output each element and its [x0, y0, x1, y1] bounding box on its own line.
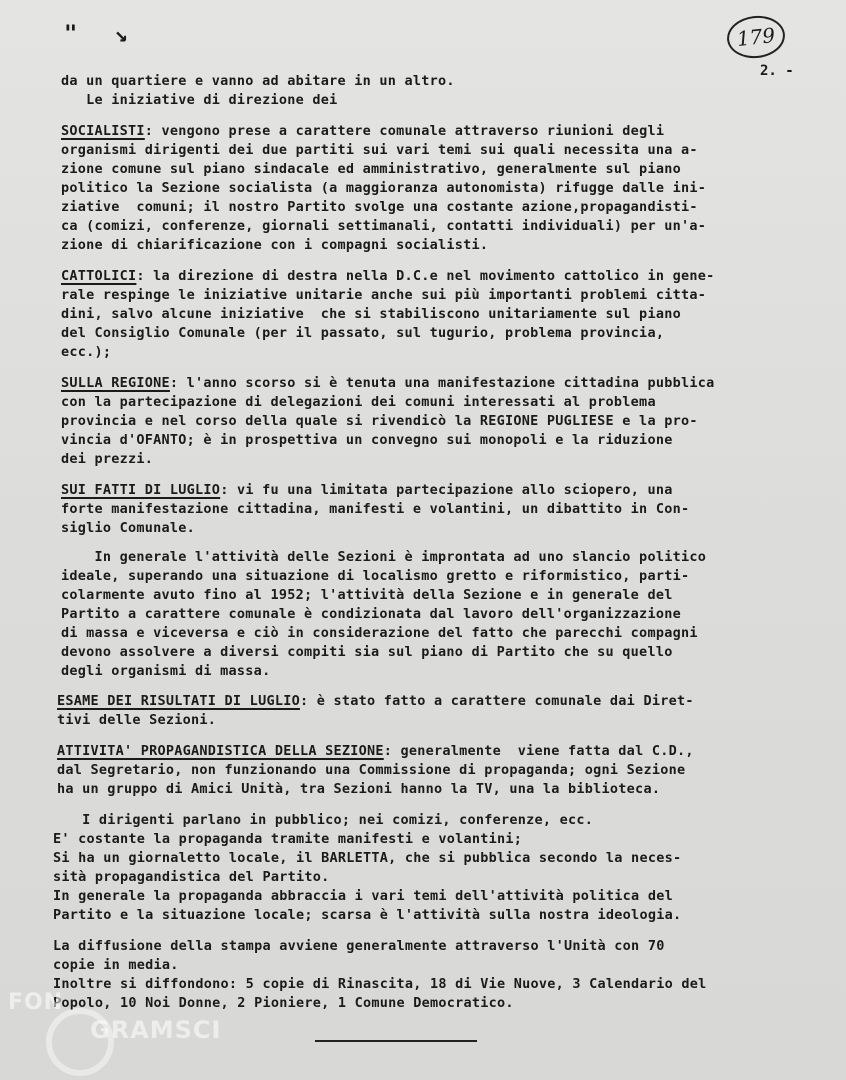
archive-watermark — [8, 990, 222, 1044]
paragraph-line: zione comune sul piano sindacale ed amministrativo, generalmente sul piano — [61, 161, 681, 177]
paragraph-line: degli organismi di massa. — [61, 663, 271, 679]
paragraph-line: tivi delle Sezioni. — [57, 712, 217, 728]
paragraph-line: ca (comizi, conferenze, giornali settimanali, contatti individuali) per un'a- — [61, 218, 707, 234]
paragraph-line: forte manifestazione cittadina, manifesti e volantini, un dibattito in Con- — [61, 501, 690, 517]
paragraph-line: Inoltre si diffondono: 5 copie di Rinascita, 18 di Vie Nuove, 3 Calendario del — [53, 976, 707, 992]
end-rule — [315, 1040, 477, 1042]
section-socialisti-first-line: SOCIALISTI: vengono prese a carattere comunale attraverso riunioni degli — [61, 123, 665, 139]
section-regione-first-line: SULLA REGIONE: l'anno scorso si è tenuta una manifestazione cittadina pubblica — [61, 375, 715, 391]
paragraph-line: sità propagandistica del Partito. — [53, 869, 330, 885]
paragraph-line: Popolo, 10 Noi Donne, 2 Pioniere, 1 Comune Democratico. — [53, 995, 514, 1011]
page-index: 2. - — [760, 63, 794, 79]
paragraph-line: Partito e la situazione locale; scarsa è l'attività sulla nostra ideologia. — [53, 907, 682, 923]
watermark-bottom: GRAMSCI — [90, 1016, 222, 1044]
punch-marks: " ↘ — [64, 22, 140, 47]
section-heading-cattolici: CATTOLICI — [61, 268, 137, 284]
paragraph-line: rale respinge le iniziative unitarie anche sui più importanti problemi citta- — [61, 287, 707, 303]
paragraph-line: colarmente avuto fino al 1952; l'attività della Sezione e in generale del — [61, 587, 673, 603]
section-heading-regione: SULLA REGIONE — [61, 375, 170, 391]
paragraph-line: copie in media. — [53, 957, 179, 973]
paragraph-line: provincia e nel corso della quale si rivendicò la REGIONE PUGLIESE e la pro- — [61, 413, 698, 429]
paragraph-line: E' costante la propaganda tramite manifesti e volantini; — [53, 831, 523, 847]
section-propaganda-first-line: ATTIVITA' PROPAGANDISTICA DELLA SEZIONE: generalmente viene fatta dal C.D., — [57, 743, 694, 759]
paragraph-line: con la partecipazione di delegazioni dei comuni interessati al problema — [61, 394, 656, 410]
paragraph-line: La diffusione della stampa avviene generalmente attraverso l'Unità con 70 — [53, 938, 665, 954]
paragraph-line: organismi dirigenti dei due partiti sui vari temi sui quali necessita una a- — [61, 142, 698, 158]
paragraph-line: In generale l'attività delle Sezioni è improntata ad uno slancio politico — [61, 549, 707, 565]
section-heading-propaganda: ATTIVITA' PROPAGANDISTICA DELLA SEZIONE — [57, 743, 384, 759]
intro-line: Le iniziative di direzione dei — [61, 92, 338, 108]
section-esame-first-line: ESAME DEI RISULTATI DI LUGLIO: è stato fatto a carattere comunale dai Diret- — [57, 693, 694, 709]
paragraph-line: ecc.); — [61, 344, 112, 360]
section-heading-esame: ESAME DEI RISULTATI DI LUGLIO — [57, 693, 300, 709]
paragraph-line: Partito a carattere comunale è condizionata dal lavoro dell'organizzazione — [61, 606, 681, 622]
paragraph-line: dal Segretario, non funzionando una Commissione di propaganda; ogni Sezione — [57, 762, 686, 778]
paragraph-line: dini, salvo alcune iniziative che si stabiliscono unitariamente sul piano — [61, 306, 681, 322]
paragraph-line: di massa e viceversa e ciò in considerazione del fatto che parecchi compagni — [61, 625, 698, 641]
paragraph-line: ha un gruppo di Amici Unità, tra Sezioni hanno la TV, una la biblioteca. — [57, 781, 661, 797]
paragraph-line: ideale, superando una situazione di localismo gretto e riformistico, parti- — [61, 568, 690, 584]
paragraph-line: devono assolvere a diversi compiti sia sul piano di Partito che su quello — [61, 644, 673, 660]
watermark-top: FON — [8, 990, 64, 1015]
section-heading-socialisti: SOCIALISTI — [61, 123, 145, 139]
section-luglio-first-line: SUI FATTI DI LUGLIO: vi fu una limitata partecipazione allo sciopero, una — [61, 482, 673, 498]
paragraph-line: Si ha un giornaletto locale, il BARLETTA, che si pubblica secondo la neces- — [53, 850, 682, 866]
paragraph-line: del Consiglio Comunale (per il passato, sul tugurio, problema provincia, — [61, 325, 665, 341]
archive-number-stamp: 179 — [725, 13, 787, 61]
paragraph-line: I dirigenti parlano in pubblico; nei comizi, conferenze, ecc. — [57, 812, 594, 828]
section-heading-luglio: SUI FATTI DI LUGLIO — [61, 482, 221, 498]
paragraph-line: In generale la propaganda abbraccia i vari temi dell'attività politica del — [53, 888, 673, 904]
section-cattolici-first-line: CATTOLICI: la direzione di destra nella D.C.e nel movimento cattolico in gene- — [61, 268, 715, 284]
intro-line: da un quartiere e vanno ad abitare in un altro. — [61, 73, 455, 89]
paragraph-line: ziative comuni; il nostro Partito svolge una costante azione,propagandisti- — [61, 199, 698, 215]
paragraph-line: vincia d'OFANTO; è in prospettiva un convegno sui monopoli e la riduzione — [61, 432, 673, 448]
paragraph-line: dei prezzi. — [61, 451, 154, 467]
paragraph-line: zione di chiarificazione con i compagni socialisti. — [61, 237, 489, 253]
paragraph-line: siglio Comunale. — [61, 520, 196, 536]
paragraph-line: politico la Sezione socialista (a maggioranza autonomista) rifugge dalle ini- — [61, 180, 707, 196]
